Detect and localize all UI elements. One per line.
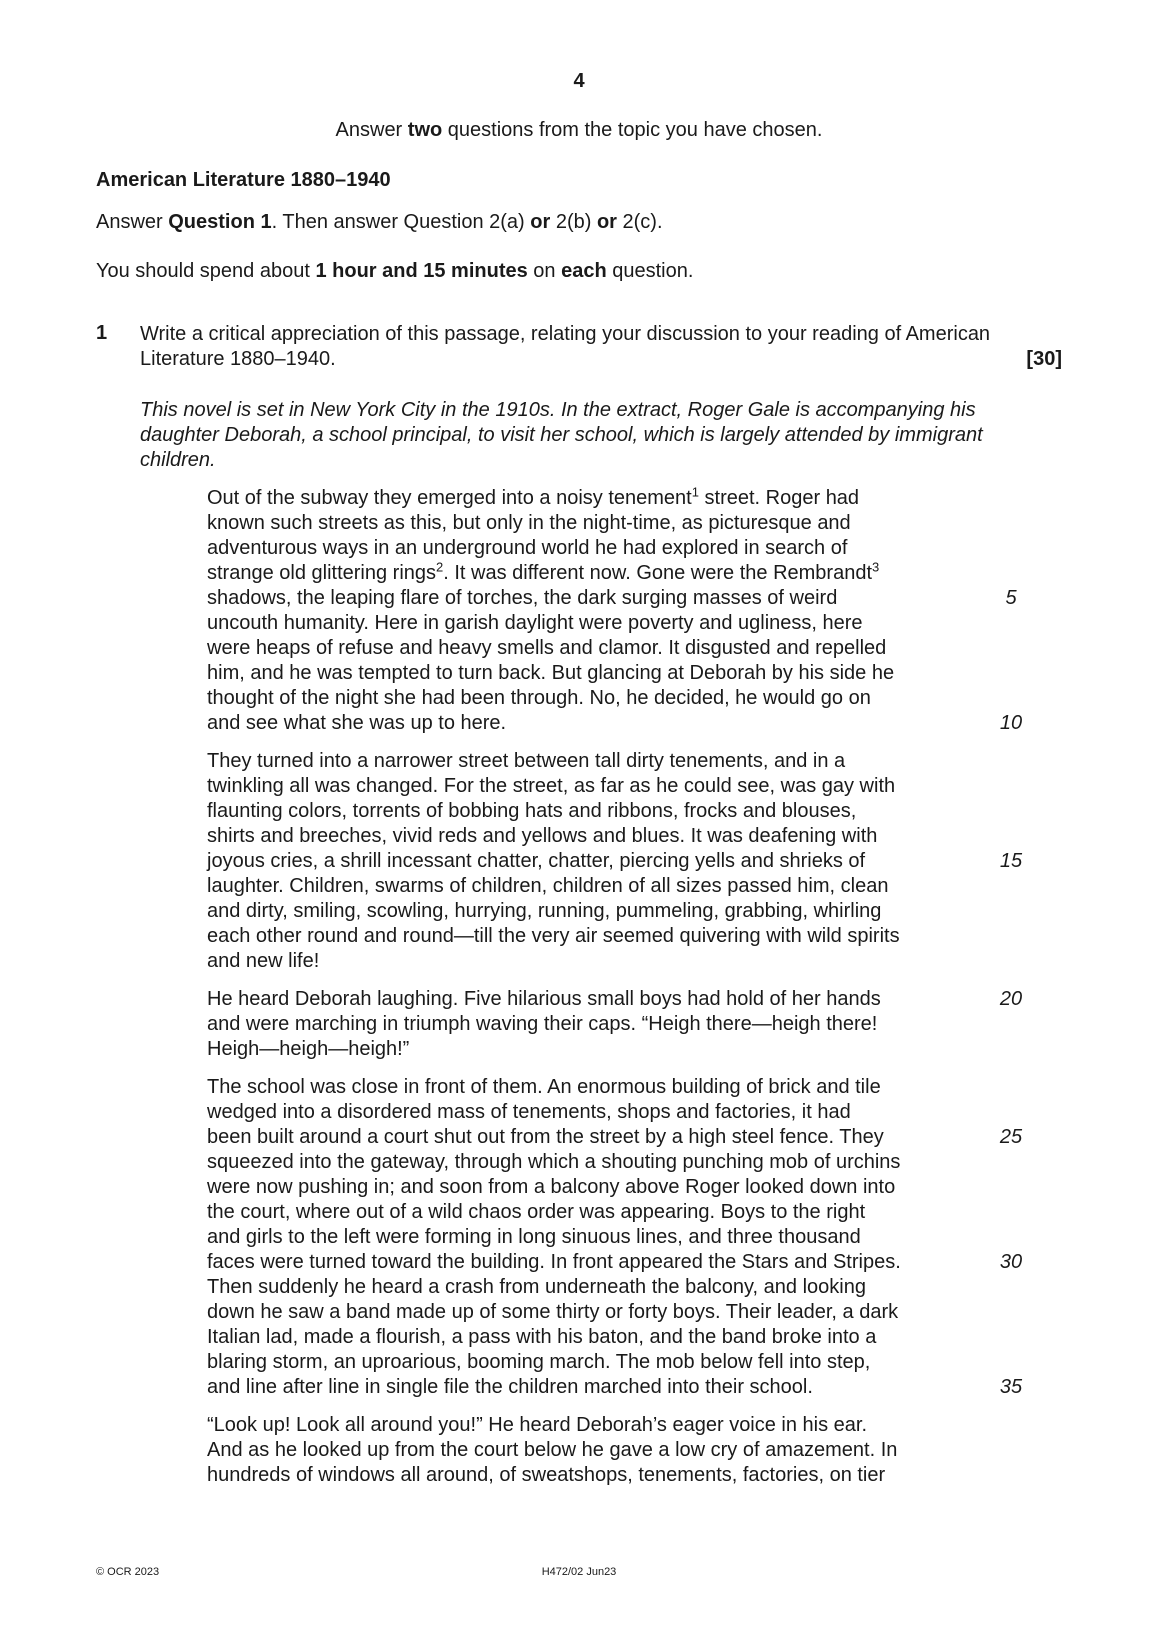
passage-intro: This novel is set in New York City in the 1910s. In the extract, Roger Gale is accompanying his daughter Deborah, a school principal, to visit her school, which is largely attended by immigrant children. bbox=[140, 399, 983, 471]
passage-line: blaring storm, an uproarious, booming march. The mob below fell into step, bbox=[207, 1351, 871, 1373]
passage-line: and line after line in single file the children marched into their school. 35 bbox=[207, 1375, 967, 1400]
passage-line: shirts and breeches, vivid reds and yellows and blues. It was deafening with bbox=[207, 825, 878, 847]
passage-line: laughter. Children, swarms of children, children of all sizes passed him, clean bbox=[207, 875, 889, 897]
footnote-marker: 1 bbox=[691, 484, 699, 500]
question-number: 1 bbox=[96, 322, 108, 344]
passage-line: squeezed into the gateway, through which a shouting punching mob of urchins bbox=[207, 1151, 901, 1173]
passage-line: were now pushing in; and soon from a balcony above Roger looked down into bbox=[207, 1176, 896, 1198]
passage-line: They turned into a narrower street between tall dirty tenements, and in a bbox=[207, 750, 846, 772]
passage-line: And as he looked up from the court below he gave a low cry of amazement. In bbox=[207, 1439, 898, 1461]
passage-line: flaunting colors, torrents of bobbing hats and ribbons, frocks and blouses, bbox=[207, 800, 857, 822]
topic-instruction: Answer two questions from the topic you have chosen. bbox=[335, 119, 823, 141]
passage-line: and were marching in triumph waving their caps. “Heigh there—heigh there! bbox=[207, 1013, 878, 1035]
passage-line: were heaps of refuse and heavy smells and clamor. It disgusted and repelled bbox=[207, 637, 887, 659]
passage-line: and new life! bbox=[207, 950, 320, 972]
question-marks: [30] bbox=[1026, 348, 1062, 370]
line-number: 35 bbox=[999, 1376, 1023, 1398]
passage-line: each other round and round—till the very air seemed quivering with wild spirits bbox=[207, 925, 900, 947]
passage-line: Then suddenly he heard a crash from underneath the balcony, and looking bbox=[207, 1276, 866, 1298]
footer-paper-code: H472/02 Jun23 bbox=[541, 1566, 617, 1578]
passage-line: and see what she was up to here. 10 bbox=[207, 711, 967, 736]
passage-line: wedged into a disordered mass of tenements, shops and factories, it had bbox=[207, 1101, 851, 1123]
time-instruction: You should spend about 1 hour and 15 minutes on each question. bbox=[96, 260, 694, 282]
extract-passage bbox=[207, 484, 1023, 1488]
passage-line: hundreds of windows all around, of sweatshops, tenements, factories, on tier bbox=[207, 1464, 886, 1486]
passage-line: down he saw a band made up of some thirty or forty boys. Their leader, a dark bbox=[207, 1301, 899, 1323]
passage-line: uncouth humanity. Here in garish daylight were poverty and ugliness, here bbox=[207, 612, 863, 634]
passage-line: strange old glittering rings$^2$. It was different now. Gone were the Rembrandt$^3$ bbox=[207, 559, 880, 584]
line-number: 20 bbox=[999, 988, 1023, 1010]
passage-line: twinkling all was changed. For the street, as far as he could see, was gay with bbox=[207, 775, 896, 797]
line-number: 10 bbox=[999, 712, 1023, 734]
passage-line: Italian lad, made a flourish, a pass with his baton, and the band broke into a bbox=[207, 1326, 877, 1348]
passage-line: been built around a court shut out from the street by a high steel fence. They 25 bbox=[207, 1125, 967, 1150]
passage-line: Heigh—heigh—heigh!” bbox=[207, 1038, 410, 1060]
question-text: Write a critical appreciation of this passage, relating your discussion to your reading of American Literature 1880–1940. [30] bbox=[140, 323, 1062, 370]
line-number: 25 bbox=[999, 1126, 1023, 1148]
passage-line: known such streets as this, but only in the night-time, as picturesque and bbox=[207, 512, 851, 534]
passage-line: faces were turned toward the building. In front appeared the Stars and Stripes. 30 bbox=[207, 1250, 967, 1275]
passage-line: and girls to the left were forming in long sinuous lines, and three thousand bbox=[207, 1226, 861, 1248]
page-number: 4 bbox=[573, 70, 585, 92]
passage-line: He heard Deborah laughing. Five hilarious small boys had hold of her hands 20 bbox=[207, 987, 967, 1012]
section-title: American Literature 1880–1940 bbox=[96, 169, 391, 191]
passage-line: The school was close in front of them. An enormous building of brick and tile bbox=[207, 1076, 881, 1098]
footnote-marker: 3 bbox=[872, 559, 880, 575]
passage-line: the court, where out of a wild chaos order was appearing. Boys to the right bbox=[207, 1201, 866, 1223]
line-number: 15 bbox=[999, 850, 1023, 872]
answer-instruction: Answer Question 1. Then answer Question 2(a) or 2(b) or 2(c). bbox=[96, 211, 663, 233]
passage-line: him, and he was tempted to turn back. But glancing at Deborah by his side he bbox=[207, 662, 895, 684]
line-number: 5 bbox=[1005, 587, 1017, 609]
passage-line: thought of the night she had been through. No, he decided, he would go on bbox=[207, 687, 871, 709]
passage-line: and dirty, smiling, scowling, hurrying, running, pummeling, grabbing, whirling bbox=[207, 900, 882, 922]
footnote-marker: 2 bbox=[436, 559, 444, 575]
line-number: 30 bbox=[999, 1251, 1023, 1273]
passage-line: joyous cries, a shrill incessant chatter, chatter, piercing yells and shrieks of 15 bbox=[207, 849, 967, 874]
passage-line: adventurous ways in an underground world he had explored in search of bbox=[207, 537, 848, 559]
passage-line: Out of the subway they emerged into a noisy tenement$^1$ street. Roger had bbox=[207, 484, 860, 509]
passage-line: shadows, the leaping flare of torches, the dark surging masses of weird 5 bbox=[207, 586, 967, 611]
passage-line: “Look up! Look all around you!” He heard Deborah’s eager voice in his ear. bbox=[207, 1414, 868, 1436]
footer-copyright: © OCR 2023 bbox=[96, 1566, 160, 1578]
